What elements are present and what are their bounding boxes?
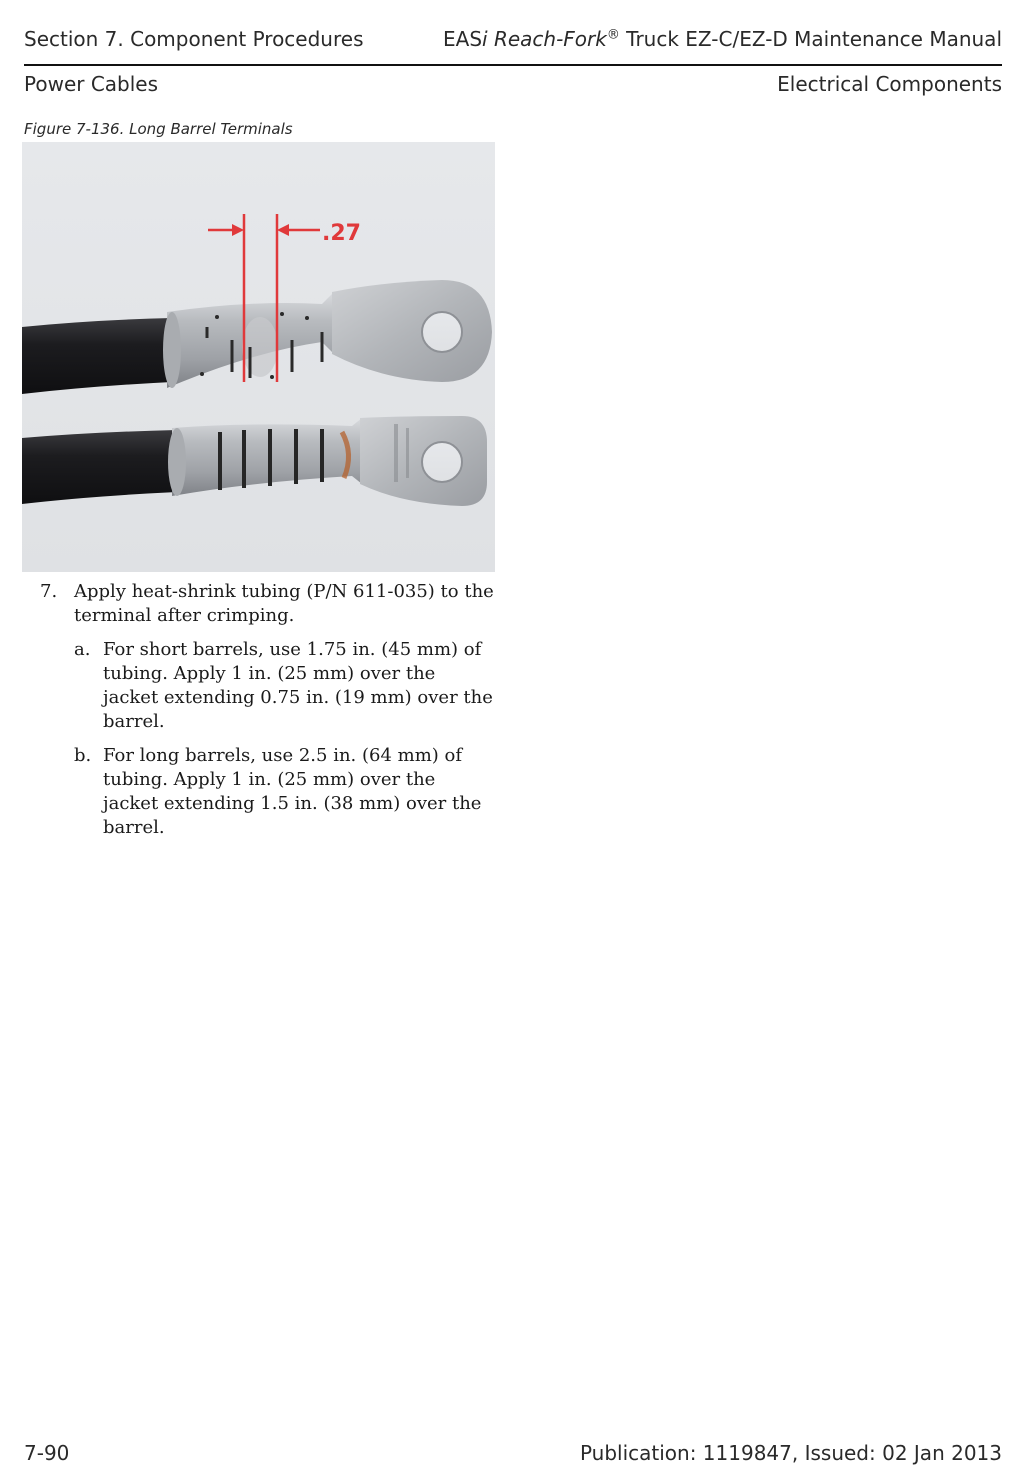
subsection-right: Electrical Components [777, 72, 1002, 96]
substep-letter: b. [74, 745, 92, 766]
section-title: Section 7. Component Procedures [24, 27, 364, 51]
publication-info: Publication: 1119847, Issued: 02 Jan 2013 [579, 1441, 1002, 1465]
dimension-label: .27 [322, 221, 361, 246]
page-number: 7-90 [24, 1441, 70, 1465]
substep-letter: a. [74, 639, 91, 660]
step-text: Apply heat-shrink tubing (P/N 611-035) to the terminal after crimping. [74, 581, 494, 626]
top-cable [22, 318, 172, 394]
step-number: 7. [40, 581, 58, 602]
substep-b [74, 744, 495, 840]
substep-text: For short barrels, use 1.75 in. (45 mm) of tubing. Apply 1 in. (25 mm) over the jacket extending 0.75 in. (19 mm) over the barrel. [103, 639, 493, 732]
bottom-cable [22, 430, 177, 504]
header-divider [24, 64, 1002, 66]
substep-a [74, 638, 495, 734]
manual-title: EASi Reach-Fork® Truck EZ-C/EZ-D Maintenance Manual [443, 27, 1002, 51]
figure-caption: Figure 7-136. Long Barrel Terminals [24, 120, 293, 138]
substep-list [74, 638, 495, 840]
step-7 [40, 580, 495, 840]
long-barrel-terminals-photo [22, 142, 495, 572]
substep-text: For long barrels, use 2.5 in. (64 mm) of tubing. Apply 1 in. (25 mm) over the jacket extending 1.5 in. (38 mm) over the barrel. [103, 745, 482, 838]
procedure-steps [40, 580, 495, 850]
subsection-left: Power Cables [24, 72, 159, 96]
